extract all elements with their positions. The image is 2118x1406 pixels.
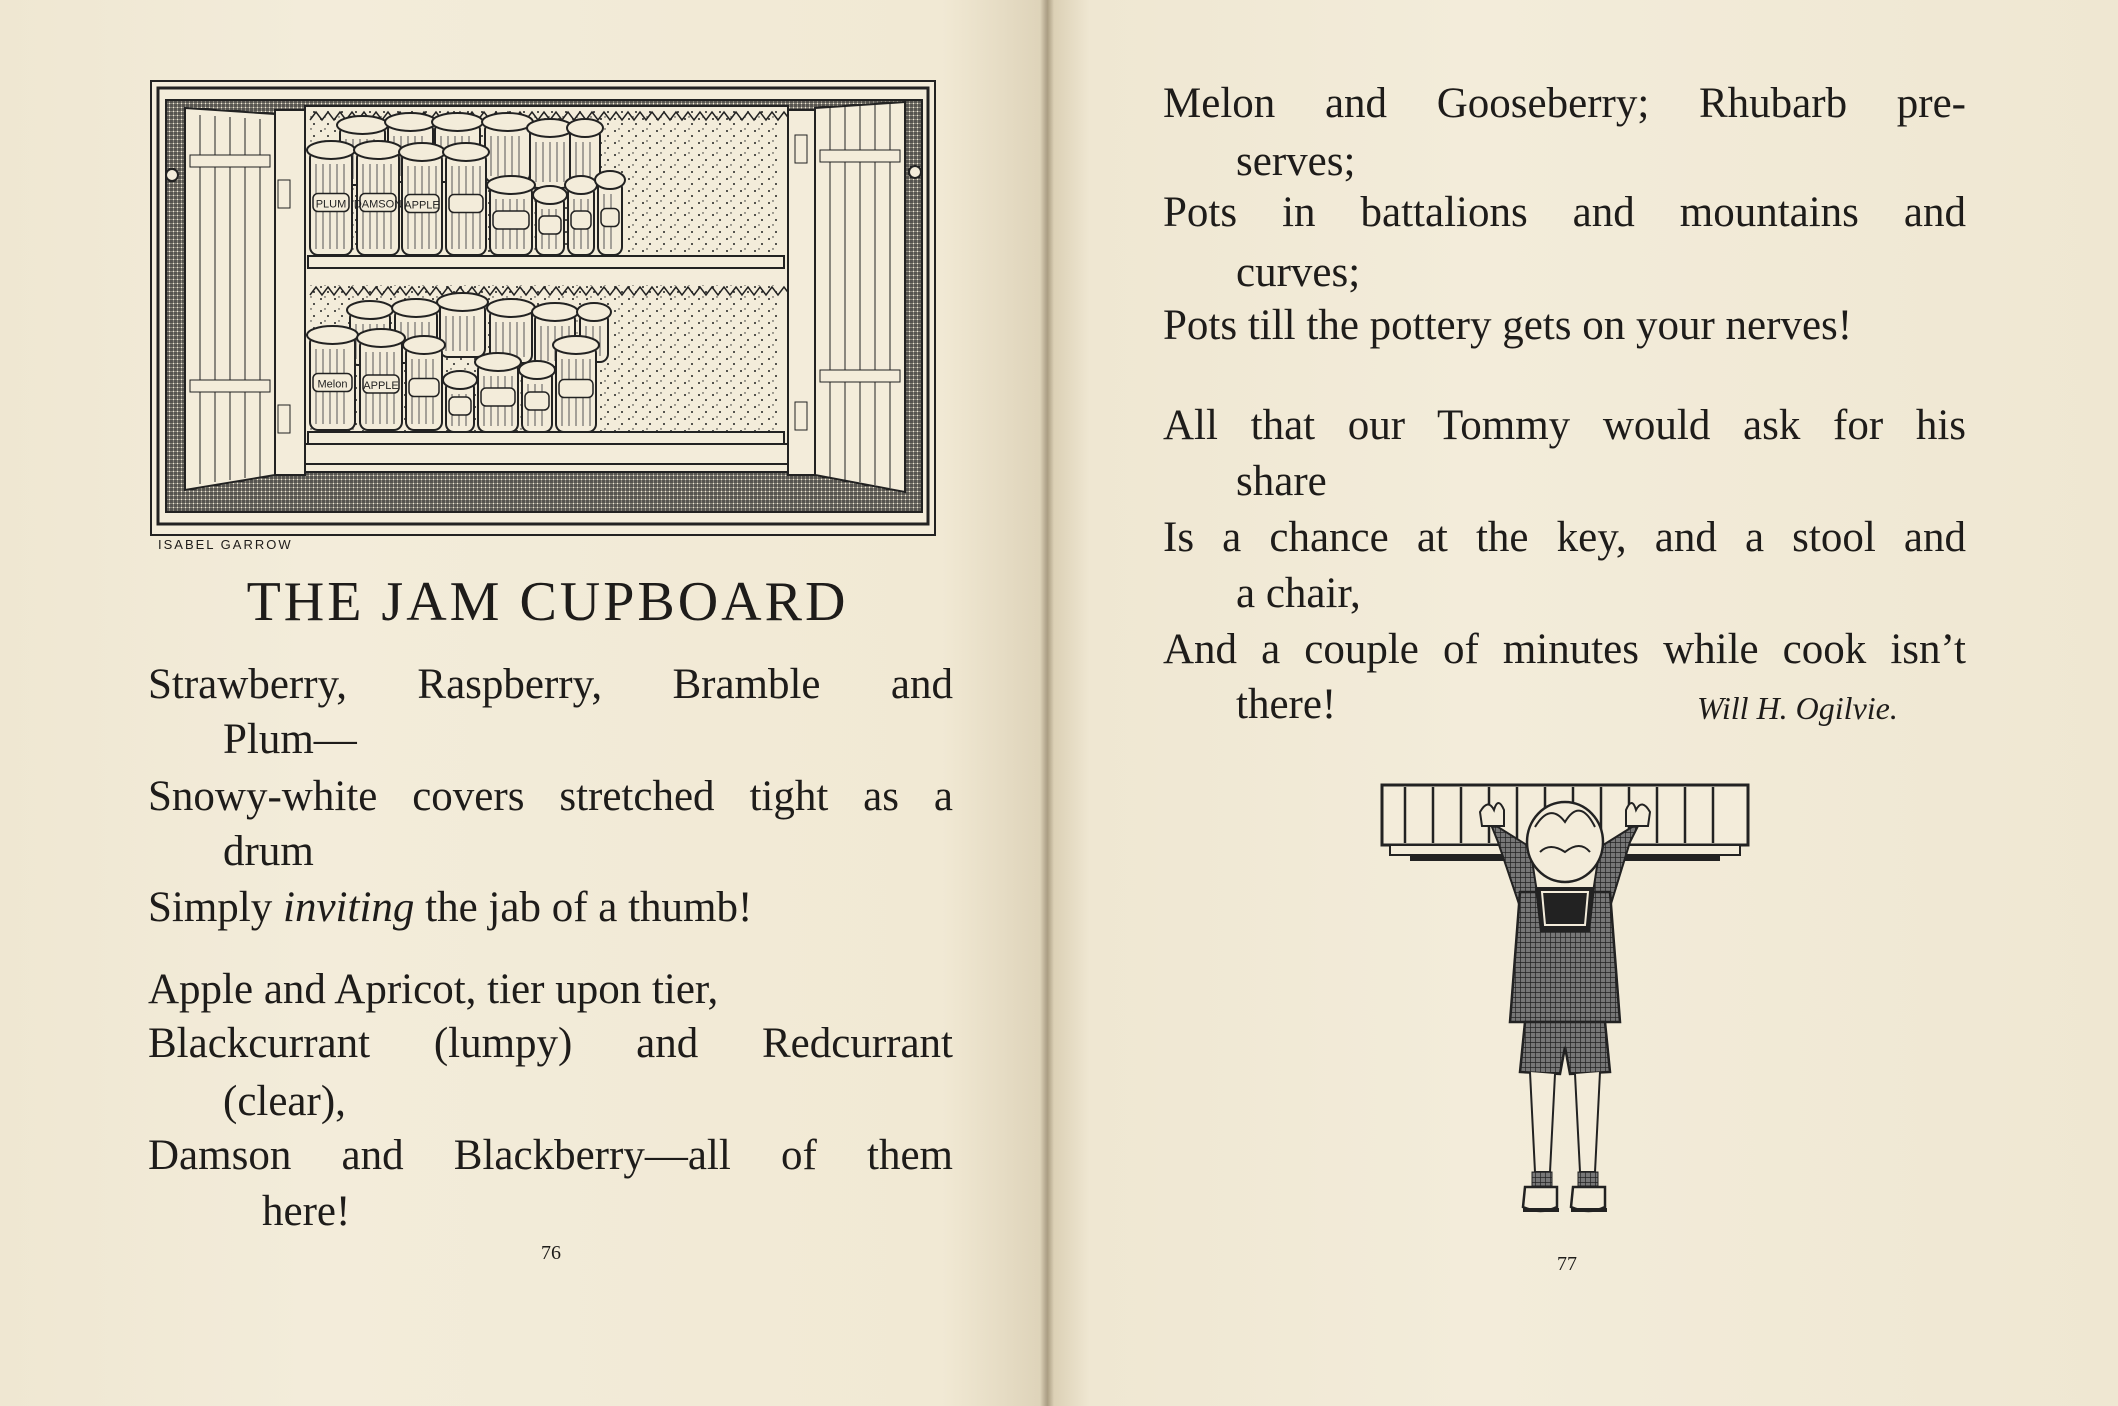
author-signature: Will H. Ogilvie. — [1697, 690, 1898, 726]
jam-jar — [487, 176, 535, 255]
jam-jar — [527, 119, 573, 188]
jam-jar — [482, 113, 533, 182]
poem-line: Apple and Apricot, tier upon tier, — [148, 966, 719, 1013]
jar-label: PLUM — [315, 198, 347, 211]
jar-label: DAMSON — [353, 198, 403, 211]
poem-line: here! — [262, 1188, 351, 1235]
jam-jar — [533, 186, 567, 255]
right-door — [788, 102, 921, 492]
poem-line: share — [1236, 458, 1327, 505]
poem-line: Is a chance at the key, and a stool and — [1163, 514, 1966, 561]
page-number: 77 — [1557, 1253, 1577, 1275]
jam-jar — [403, 336, 445, 430]
poem-line: Strawberry, Raspberry, Bramble and — [148, 661, 953, 708]
jam-cupboard-illustration — [150, 80, 936, 536]
book-gutter — [1040, 0, 1054, 1406]
poem-line: Melon and Gooseberry; Rhubarb pre- — [1163, 80, 1966, 127]
jar-label: Melon — [317, 378, 348, 391]
jar-label: APPLE — [363, 380, 399, 392]
poem-title: THE JAM CUPBOARD — [246, 571, 849, 633]
poem-line: And a couple of minutes while cook isn’t — [1163, 626, 1966, 673]
text-run: Simply — [148, 884, 284, 931]
poem-line: Plum— — [223, 716, 357, 763]
jar-label: APPLE — [404, 199, 440, 212]
jam-jar — [519, 361, 555, 432]
jam-jar — [354, 141, 402, 255]
text-run: the jab of a thumb! — [414, 884, 753, 931]
poem-line: serves; — [1236, 138, 1356, 185]
jam-jar — [443, 371, 477, 432]
poem-line: Snowy-white covers stretched tight as a — [148, 773, 953, 820]
poem-line: there! — [1236, 681, 1337, 728]
poem-line: All that our Tommy would ask for his — [1163, 402, 1966, 449]
poem-line: Blackcurrant (lumpy) and Redcurrant — [148, 1020, 953, 1067]
left-door — [166, 108, 305, 490]
poem-line: curves; — [1236, 249, 1361, 296]
jam-jar — [307, 141, 355, 255]
poem-line: Pots till the pottery gets on your nerves! — [1163, 302, 1853, 349]
jam-jar — [443, 143, 489, 255]
poem-line: Pots in battalions and mountains and — [1163, 189, 1966, 236]
poem-line: drum — [223, 828, 314, 875]
italic-word: inviting — [283, 884, 415, 931]
jam-jar — [399, 143, 445, 255]
jam-jar — [307, 326, 358, 430]
poem-line: a chair, — [1236, 570, 1361, 617]
artist-signature: ISABEL GARROW — [158, 537, 293, 552]
boy-at-cupboard-illustration — [1380, 782, 1750, 1234]
jam-jar — [553, 336, 599, 432]
jam-jar — [357, 329, 405, 430]
jam-jar — [565, 176, 597, 255]
poem-line: Damson and Blackberry—all of them — [148, 1132, 953, 1179]
page-number: 76 — [541, 1242, 561, 1264]
poem-line: (clear), — [223, 1078, 346, 1125]
poem-line — [148, 882, 752, 934]
jam-jar — [475, 353, 521, 432]
jam-jar — [595, 171, 625, 255]
